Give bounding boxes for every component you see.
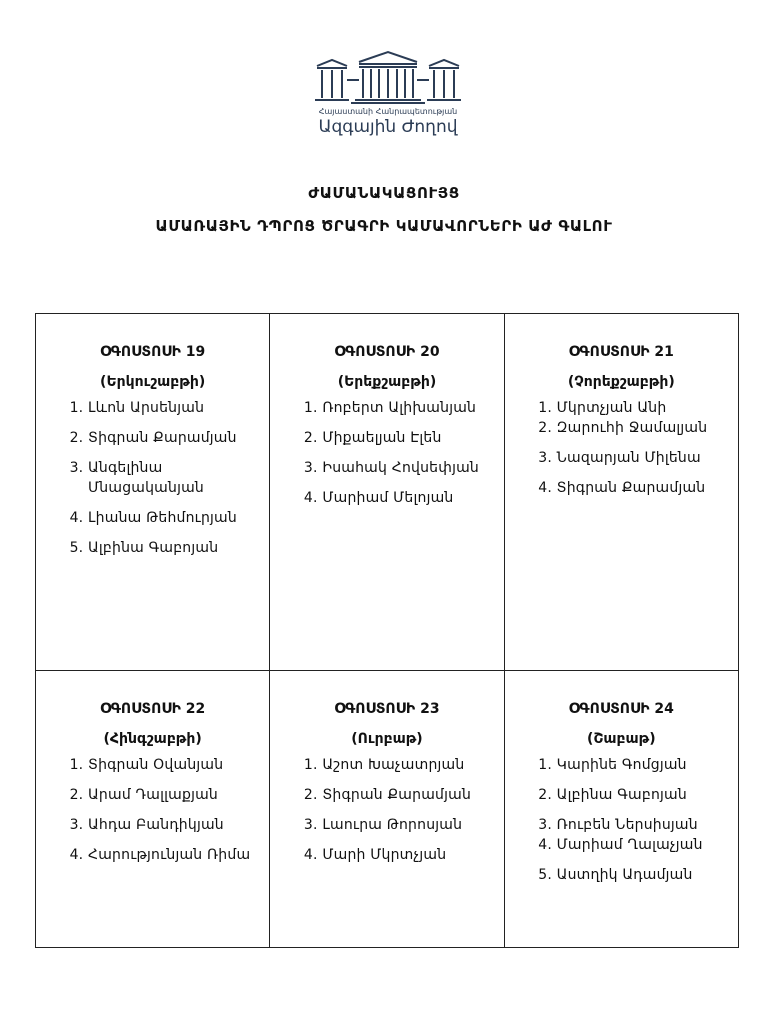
volunteer-list: [36, 755, 269, 865]
volunteer-list: [505, 755, 738, 885]
schedule-cell-aug-22: [36, 671, 270, 948]
volunteer-name: 5. Աստղիկ Ադամյան: [557, 865, 732, 885]
schedule-table: [35, 313, 739, 948]
logo-caption-small: Հայաստանի Հանրապետության: [318, 107, 458, 116]
volunteer-name: 2. Զարուհի Ջամալյան: [557, 418, 732, 438]
volunteer-name: 4. Լիանա Թեհմուրյան: [88, 508, 263, 528]
day-date: ՕԳՈՍՏՈՍԻ 23: [334, 701, 440, 717]
day-date: ՕԳՈՍՏՈՍԻ 20: [334, 344, 440, 360]
volunteer-name: 4. Մարիամ Մելոյան: [322, 488, 497, 508]
volunteer-name: 1. Մկրտչյան Անի: [557, 398, 732, 418]
page-subtitle: ԱՄԱՌԱՅԻՆ ԴՊՐՈՑ ԾՐԱԳՐԻ ԿԱՄԱՎՈՐՆԵՐԻ ԱԺ ԳԱԼՈՒ: [155, 217, 613, 235]
page-title: ԺԱՄԱՆԱԿԱՑՈՒՅՑ: [308, 184, 460, 202]
day-weekday: (Երեքշաբթի): [337, 374, 437, 390]
volunteer-name: 3. Իսահակ Հովսեփյան: [322, 458, 497, 478]
schedule-row: [36, 671, 739, 948]
parliament-logo: [308, 50, 468, 146]
volunteer-name: 2. Արամ Դալլաքյան: [88, 785, 263, 805]
schedule-row: [36, 314, 739, 671]
volunteer-name: 5. Ալբինա Գաբոյան: [88, 538, 263, 558]
schedule-cell-aug-24: [504, 671, 738, 948]
volunteer-list: [505, 398, 738, 498]
volunteer-name: 4. Տիգրան Քարամյան: [557, 478, 732, 498]
volunteer-name: 2. Միքաելյան Էլեն: [322, 428, 497, 448]
parliament-building-icon: [313, 50, 463, 106]
volunteer-name: 2. Ալբինա Գաբոյան: [557, 785, 732, 805]
day-weekday: (Շաբաթ): [587, 731, 656, 747]
day-weekday: (Երկուշաբթի): [100, 374, 206, 390]
volunteer-list: [36, 398, 269, 558]
volunteer-list: [270, 755, 503, 865]
volunteer-name: 2. Տիգրան Քարամյան: [322, 785, 497, 805]
day-date: ՕԳՈՍՏՈՍԻ 22: [100, 701, 206, 717]
day-date: ՕԳՈՍՏՈՍԻ 21: [568, 344, 674, 360]
volunteer-name: 3. Ահդա Բանդիկյան: [88, 815, 263, 835]
schedule-cell-aug-23: [270, 671, 504, 948]
volunteer-name: 3. Նազարյան Միլենա: [557, 448, 732, 468]
day-date: ՕԳՈՍՏՈՍԻ 19: [100, 344, 206, 360]
day-date: ՕԳՈՍՏՈՍԻ 24: [568, 701, 674, 717]
logo-caption-main: Ազգային Ժողով: [318, 117, 458, 137]
volunteer-name: 2. Տիգրան Քարամյան: [88, 428, 263, 448]
volunteer-name: 3. Լաուրա Թորոսյան: [322, 815, 497, 835]
volunteer-name: 1. Աշոտ Խաչատրյան: [322, 755, 497, 775]
day-weekday: (Չորեքշաբթի): [567, 374, 675, 390]
volunteer-list: [270, 398, 503, 508]
day-weekday: (Հինգշաբթի): [103, 731, 202, 747]
schedule-cell-aug-21: [504, 314, 738, 671]
schedule-cell-aug-20: [270, 314, 504, 671]
volunteer-name: 4. Մարի Մկրտչյան: [322, 845, 497, 865]
volunteer-name: 3. Անգելինա Մնացականյան: [88, 458, 263, 498]
volunteer-name: 4. Հարությունյան Ռիմա: [88, 845, 263, 865]
schedule-cell-aug-19: [36, 314, 270, 671]
volunteer-name: 1. Ռոբերտ Ալիխանյան: [322, 398, 497, 418]
day-weekday: (Ուրբաթ): [351, 731, 423, 747]
volunteer-name: 4. Մարիամ Ղալաչյան: [557, 835, 732, 855]
volunteer-name: 3. Ռուբեն Ներսիսյան: [557, 815, 732, 835]
volunteer-name: 1. Կարինե Գոմցյան: [557, 755, 732, 775]
volunteer-name: 1. Լևոն Արսենյան: [88, 398, 263, 418]
volunteer-name: 1. Տիգրան Օվանյան: [88, 755, 263, 775]
